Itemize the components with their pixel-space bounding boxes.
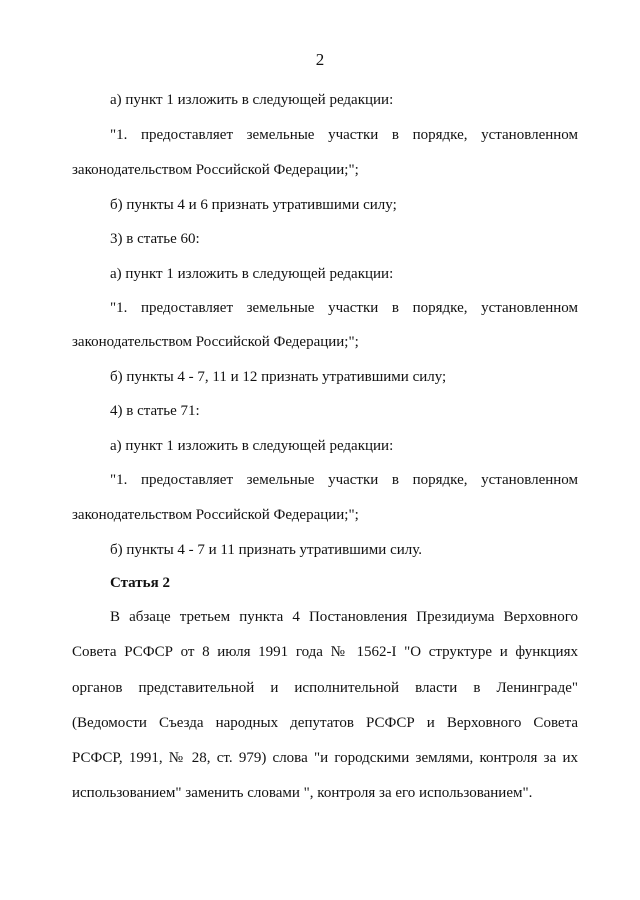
text-line-amend-a-2: а) пункт 1 изложить в следующей редакции: <box>110 266 394 282</box>
text-line-quote-2-end: законодательством Российской Федерации;"; <box>72 334 359 350</box>
text-line-quote-2-start: "1. предоставляет земельные участки в порядке, установленном <box>110 300 578 316</box>
section-heading-article-2: Статья 2 <box>110 575 170 591</box>
text-line-amend-a-3: а) пункт 1 изложить в следующей редакции: <box>110 438 394 454</box>
text-line-article-71: 4) в статье 71: <box>110 403 200 419</box>
text-line-quote-1-end: законодательством Российской Федерации;"; <box>72 162 359 178</box>
text-line-article-2-4: (Ведомости Съезда народных депутатов РСФСР и Верховного Совета <box>72 715 578 731</box>
text-line-article-2-1: В абзаце третьем пункта 4 Постановления Президиума Верховного <box>110 609 578 625</box>
text-line-article-2-5: РСФСР, 1991, № 28, ст. 979) слова "и городскими землями, контроля за их <box>72 750 578 766</box>
text-line-article-60: 3) в статье 60: <box>110 231 200 247</box>
text-line-quote-3-end: законодательством Российской Федерации;"; <box>72 507 359 523</box>
page-number: 2 <box>315 50 325 69</box>
text-line-quote-1-start: "1. предоставляет земельные участки в порядке, установленном <box>110 127 578 143</box>
text-line-article-2-2: Совета РСФСР от 8 июля 1991 года № 1562-I "О структуре и функциях <box>72 644 578 660</box>
text-line-quote-3-start: "1. предоставляет земельные участки в порядке, установленном <box>110 472 578 488</box>
text-line-amend-a-1: а) пункт 1 изложить в следующей редакции: <box>110 92 394 108</box>
text-line-article-2-3: органов представительной и исполнительной власти в Ленинграде" <box>72 680 578 696</box>
text-line-amend-b-2: б) пункты 4 - 7, 11 и 12 признать утратившими силу; <box>110 369 447 385</box>
text-line-amend-b-3: б) пункты 4 - 7 и 11 признать утратившими силу. <box>110 542 422 558</box>
text-line-article-2-6: использованием" заменить словами ", контроля за его использованием". <box>72 785 533 801</box>
text-line-amend-b-1: б) пункты 4 и 6 признать утратившими силу; <box>110 197 397 213</box>
